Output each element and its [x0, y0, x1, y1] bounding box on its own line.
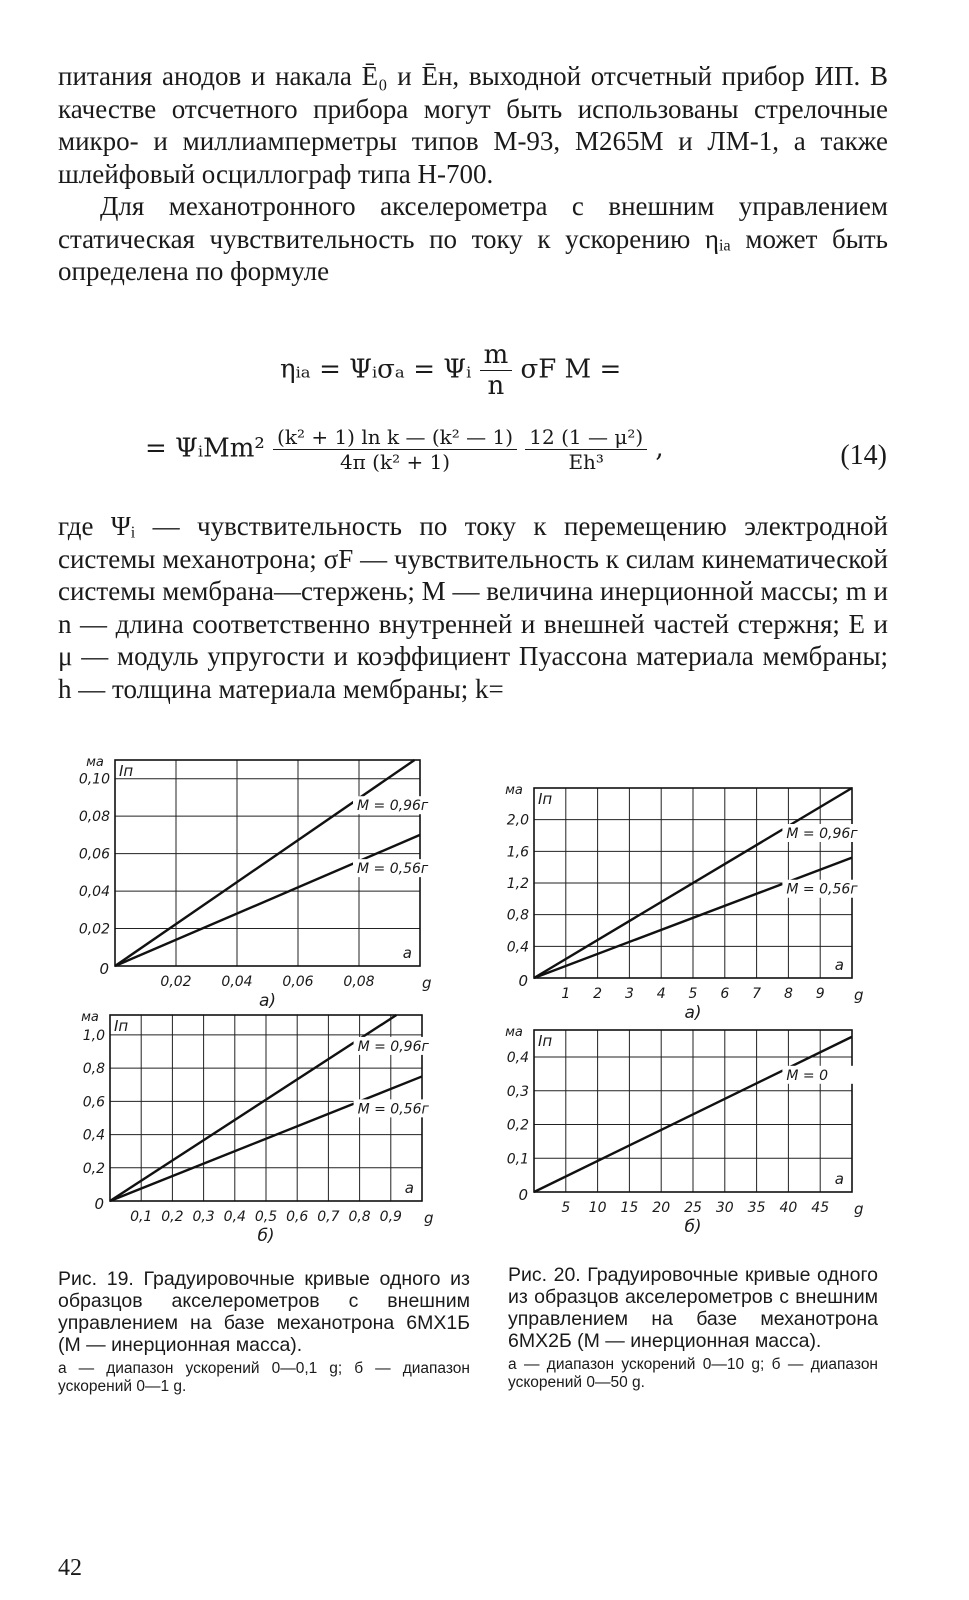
x-tick-label: 0,4: [223, 1209, 246, 1225]
formula-line-2: [145, 425, 664, 474]
page-number: 42: [58, 1555, 82, 1581]
y-axis-symbol: Iп: [538, 1032, 553, 1050]
formula-fraction-2: [525, 425, 647, 474]
x-tick-label: 5: [688, 986, 698, 1002]
formula-tail: ,: [655, 433, 664, 464]
formula-fraction-2-num: 12 (1 — μ²): [525, 425, 647, 450]
x-axis-unit: g: [422, 974, 432, 992]
figure-19-note: а — диапазон ускорений 0—0,1 g; б — диапазон ускорений 0—1 g.: [58, 1360, 470, 1395]
series-label: M = 0: [786, 1067, 829, 1084]
paragraph-2: Для механотронного акселерометра с внешним управлением статическая чувствительность по току к ускорению ηᵢₐ может быть определена по формуле: [58, 191, 888, 286]
equation-number: (14): [840, 440, 887, 471]
panel-label: б): [257, 1226, 275, 1246]
y-tick-label: 1,2: [506, 876, 529, 892]
y-tick-label: 0,2: [506, 1117, 529, 1134]
y-tick-label: 0,3: [506, 1083, 529, 1100]
formula-line-1: [280, 340, 621, 401]
series-label: M = 0,56г: [786, 881, 858, 898]
corner-label: a: [834, 1170, 844, 1188]
origin-label: 0: [518, 972, 528, 990]
x-axis-unit: g: [854, 986, 864, 1004]
x-axis-unit: g: [854, 1200, 864, 1218]
chart-20a: [500, 780, 864, 1025]
paragraph-1: питания анодов и накала Ē₀ и Ēн, выходной отсчетный прибор ИП. В качестве отсчетного прибора могут быть использованы стрелочные микро- и миллиамперметры типов М-93, М265М и ЛМ-1, а также шлейфовый осциллограф типа Н-700.: [58, 61, 888, 189]
origin-label: 0: [518, 1186, 528, 1204]
y-tick-label: 0,06: [78, 846, 110, 863]
y-tick-label: 0,2: [82, 1160, 105, 1177]
x-tick-label: 0,3: [192, 1209, 215, 1225]
x-tick-label: 20: [652, 1200, 671, 1216]
chart-20b: [500, 1022, 864, 1247]
paragraph-3: где Ψᵢ — чувствительность по току к перемещению электродной системы механотрона; σF — чувствительность к силам кинематической системы мембрана—стержень; M — величина инерционной массы; m и n — длина соответственно внутренней и внешней частей стержня; E и μ — модуль упругости и коэффициент Пуассона материала мембраны; h — толщина материала мембраны; k=: [58, 511, 888, 704]
y-tick-label: 0,4: [506, 1050, 529, 1066]
formula-fraction-1: [273, 425, 517, 474]
formula-fraction-1-den: 4π (k² + 1): [339, 450, 451, 474]
y-tick-label: 0,04: [78, 884, 110, 901]
y-tick-label: 0,6: [82, 1094, 105, 1111]
x-axis-unit: g: [424, 1209, 434, 1227]
formula-m: m: [480, 340, 513, 371]
y-axis-unit: ма: [81, 1010, 99, 1025]
panel-label: а): [684, 1003, 702, 1023]
x-tick-label: 0,06: [282, 974, 314, 990]
x-tick-label: 0,7: [317, 1209, 340, 1225]
corner-label: a: [404, 1179, 414, 1197]
formula-line-1-tail: σF M =: [520, 354, 622, 385]
x-tick-label: 7: [752, 986, 762, 1002]
figure-19a: [60, 748, 432, 1011]
series-label: M = 0,56г: [357, 861, 429, 878]
y-tick-label: 0,8: [82, 1061, 105, 1078]
x-tick-label: 10: [588, 1200, 607, 1216]
y-tick-label: 2,0: [506, 812, 529, 829]
figure-20-caption: [508, 1264, 878, 1392]
x-tick-label: 30: [715, 1200, 734, 1216]
x-tick-label: 0,1: [130, 1209, 153, 1225]
formula-line-1-head: ηᵢₐ = Ψᵢσₐ = Ψᵢ: [280, 354, 472, 385]
series-label: M = 0,96г: [357, 1038, 429, 1055]
y-tick-label: 0,8: [506, 907, 529, 924]
figure-20-note: а — диапазон ускорений 0—10 g; б — диапазон ускорений 0—50 g.: [508, 1356, 878, 1391]
x-tick-label: 2: [593, 986, 603, 1002]
figure-19-caption-text: Рис. 19. Градуировочные кривые одного из образцов акселерометров с внешним управлением на базе механотрона 6МХ1Б (M — инерционная масса).: [58, 1268, 470, 1356]
y-axis-unit: ма: [86, 755, 104, 770]
x-tick-label: 0,8: [348, 1209, 371, 1225]
x-tick-label: 0,6: [286, 1209, 309, 1225]
x-tick-label: 9: [815, 986, 825, 1002]
x-tick-label: 8: [783, 986, 793, 1002]
y-axis-symbol: Iп: [119, 762, 134, 780]
y-tick-label: 0,4: [82, 1127, 105, 1144]
y-tick-label: 0,08: [78, 809, 110, 826]
x-tick-label: 0,04: [221, 974, 253, 990]
origin-label: 0: [94, 1195, 104, 1213]
y-axis-unit: ма: [505, 783, 523, 798]
figure-20b: [500, 1022, 864, 1252]
x-tick-label: 3: [624, 986, 634, 1002]
x-tick-label: 5: [561, 1200, 571, 1216]
corner-label: a: [834, 956, 844, 974]
y-tick-label: 0,10: [78, 771, 110, 788]
y-axis-symbol: Iп: [538, 790, 553, 808]
y-tick-label: 1,0: [82, 1027, 105, 1044]
formula-fraction-2-den: Eh³: [568, 450, 604, 474]
y-tick-label: 0,02: [78, 921, 110, 938]
body-text-top: [58, 60, 888, 288]
y-axis-unit: ма: [505, 1025, 523, 1040]
x-tick-label: 40: [779, 1200, 798, 1216]
y-tick-label: 1,6: [506, 844, 529, 861]
series-label: M = 0,56г: [357, 1101, 429, 1118]
x-tick-label: 0,2: [161, 1209, 184, 1225]
corner-label: a: [402, 944, 412, 962]
panel-label: а): [258, 991, 277, 1011]
x-tick-label: 4: [656, 986, 666, 1002]
figure-20-caption-text: Рис. 20. Градуировочные кривые одного из образцов акселерометров с внешним управлением на базе механотрона 6МХ2Б (M — инерционная масса).: [508, 1264, 878, 1352]
chart-19a: [60, 748, 432, 1011]
x-tick-label: 35: [747, 1200, 766, 1216]
series-line: [110, 1015, 396, 1201]
formula-fraction-1-num: (k² + 1) ln k — (k² — 1): [273, 425, 517, 450]
x-tick-label: 25: [684, 1200, 702, 1216]
x-tick-label: 0,9: [379, 1209, 402, 1225]
y-tick-label: 0,1: [506, 1151, 529, 1168]
figure-19-caption: [58, 1268, 470, 1396]
x-tick-label: 15: [620, 1200, 639, 1216]
series-label: M = 0,96г: [357, 798, 429, 815]
origin-label: 0: [99, 960, 109, 978]
figure-20a: [500, 780, 864, 1030]
figure-19b: [60, 1003, 434, 1253]
body-text-bottom: [58, 510, 888, 705]
series-label: M = 0,96г: [786, 826, 858, 842]
x-tick-label: 45: [811, 1200, 830, 1216]
formula-m-over-n: [480, 340, 513, 401]
formula-n: n: [487, 371, 505, 401]
x-tick-label: 6: [720, 986, 730, 1002]
panel-label: б): [684, 1217, 702, 1237]
x-tick-label: 0,02: [160, 974, 192, 990]
series-line: [115, 835, 420, 966]
x-tick-label: 0,5: [254, 1209, 278, 1225]
formula-line-2-head: = ΨᵢMm²: [145, 433, 265, 464]
x-tick-label: 1: [561, 986, 571, 1002]
chart-19b: [60, 1003, 434, 1248]
y-tick-label: 0,4: [506, 939, 529, 956]
y-axis-symbol: Iп: [114, 1017, 129, 1035]
x-tick-label: 0,08: [343, 974, 375, 990]
